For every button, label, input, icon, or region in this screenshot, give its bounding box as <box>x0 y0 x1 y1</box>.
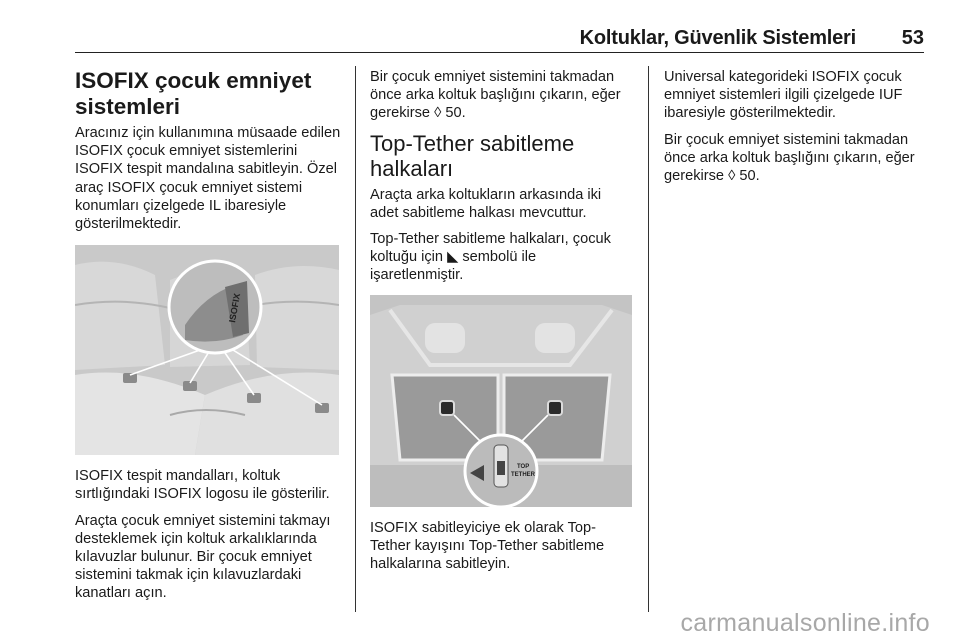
top-tether-label-top: TOP <box>517 463 530 470</box>
isofix-figure-caption: ISOFIX tespit mandalları, koltuk sırtlığındaki ISOFIX logosu ile gösterilir. <box>75 468 330 503</box>
top-tether-figure <box>370 295 632 507</box>
page-number: 53 <box>901 27 924 49</box>
headrest-removal-paragraph-2: Bir çocuk emniyet sistemini takmadan önce arka koltuk başlığını çıkarın, eğer gerekirse ◊ 50. <box>664 131 915 185</box>
headrest-removal-paragraph: Bir çocuk emniyet sistemini takmadan önce arka koltuk başlığını çıkarın, eğer gerekirse ◊ 50. <box>370 69 621 122</box>
section-heading-top-tether: Top-Tether sabitleme halkaları <box>370 130 575 181</box>
isofix-guides-paragraph: Araçta çocuk emniyet sistemini takmayı desteklemek için koltuk arkalıklarında kılavuzlar bulunur. Bir çocuk emniyet sistemini takmak için kılavuzlardaki kanatları açın. <box>75 512 331 602</box>
header-rule <box>75 52 924 53</box>
isofix-intro-paragraph: Aracınız için kullanımına müsaade edilen ISOFIX çocuk emniyet sistemlerini ISOFIX tespit mandalına sabitleyin. Özel araç ISOFIX çocuk emniyet sistemi konumları çizelgede IL ibaresiyle gösterilmektedir. <box>75 125 341 233</box>
section-heading-isofix: ISOFIX çocuk emniyet sistemleri <box>75 68 312 119</box>
top-tether-label-tether: TETHER <box>511 471 535 478</box>
column-divider-1 <box>355 66 356 612</box>
isofix-seat-figure <box>75 245 339 455</box>
column-2 <box>370 68 632 581</box>
universal-isofix-paragraph: Universal kategorideki ISOFIX çocuk emniyet sistemleri ilgili çizelgede IUF ibaresiyle gösterilmektedir. <box>664 69 903 122</box>
column-3 <box>664 68 926 193</box>
top-tether-figure-caption: ISOFIX sabitleyiciye ek olarak Top-Tether kayışını Top-Tether sabitleme halkalarına sabitleyin. <box>370 519 605 573</box>
page-header-title: Koltuklar, Güvenlik Sistemleri <box>579 27 856 49</box>
top-tether-intro-paragraph: Araçta arka koltukların arkasında iki adet sabitleme halkası mevcuttur. <box>370 186 602 221</box>
top-tether-symbol-paragraph: Top-Tether sabitleme halkaları, çocuk koltuğu için ◣ sembolü ile işaretlenmiştir. <box>370 231 611 284</box>
isofix-logo-text: ISOFIX <box>227 292 243 324</box>
column-divider-2 <box>648 66 649 612</box>
column-1 <box>75 68 343 611</box>
watermark-text: carmanualsonline.info <box>680 609 930 637</box>
